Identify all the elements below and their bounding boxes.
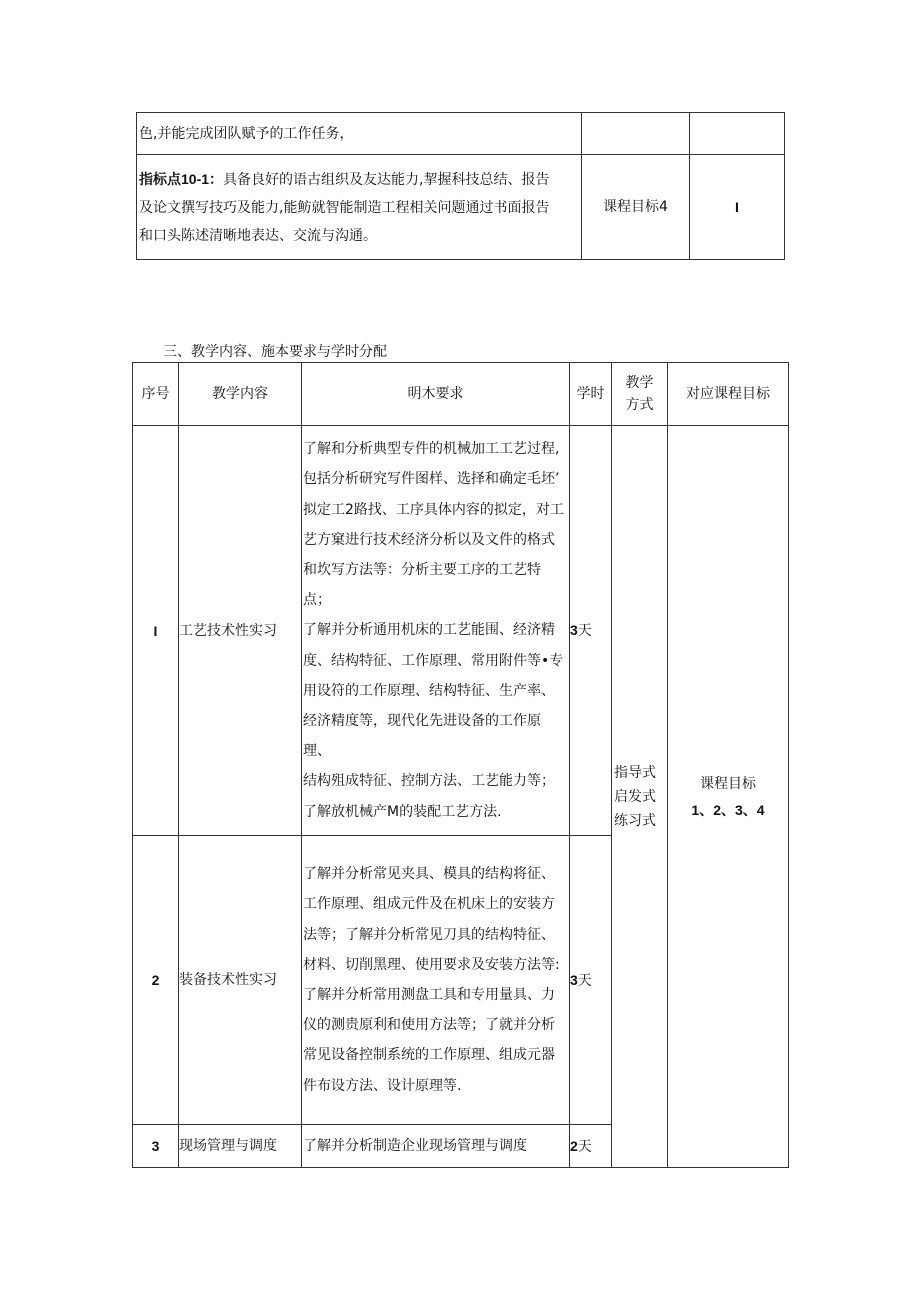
indicator-target [582,155,690,260]
row-hours [570,836,612,1125]
method-cell: 指导式 启发式 练习式 [612,426,668,1168]
indicator-target-text: 课程目标4 [603,199,668,215]
hours-number: 3 [570,971,578,988]
goal-label: 课程目标 [700,775,756,792]
header-content: 教学内容 [179,363,302,426]
hours-unit: 天 [577,623,592,639]
row-requirement: 了解和分析典型专件的机械加工工艺过程, 包括分析研究写件图样、选择和确定毛坯’ 拟定工2路找、工序具体内容的拟定，对工 艺方窠进行技术经济分析以及文件的格式 和坎写方法等：分析主要工序的工艺特点； 了解并分析通用机床的工艺能围、经济精 度、结构特征、工作原理、常用附件等•专 用设符的工作原理、结构特征、生产率、 经济精度等，现代化先进设备的工作原理、 结构殂成特征、控制方法、工艺能力等； 了解放机械产M的装配工艺方法. [302,426,570,836]
indicator-text [137,155,582,260]
goal-numbers: 1、2、3、4 [691,801,765,818]
teaching-content-table [132,362,789,1168]
header-hours: 学时 [570,363,612,426]
indicator-label: 指标点10-1： [139,170,224,187]
indicator-level [690,113,785,155]
row-no: I [133,426,179,836]
indicator-level: I [690,155,785,260]
indicator-target [582,113,690,155]
row-content: 装备技术性实习 [179,836,302,1125]
goal-cell [668,426,789,1168]
header-goal: 对应课程目标 [668,363,789,426]
row-requirement: 了解并分析制造企业现场管理与调度 [302,1125,570,1168]
row-no: 2 [133,836,179,1125]
hours-unit: 天 [577,1138,592,1155]
hours-number: 3 [570,622,578,638]
row-content: 现场管理与调度 [179,1125,302,1168]
indicator-row [137,155,785,260]
header-requirement: 明木要求 [302,363,570,426]
header-no: 序号 [133,363,179,426]
row-content: 工艺技术性实习 [179,426,302,836]
header-method: 教学 方式 [612,363,668,426]
row-hours [570,426,612,836]
hours-unit: 天 [577,972,592,989]
section-title: 三、教学内容、施本要求与学时分配 [163,344,387,360]
row-no: 3 [133,1125,179,1168]
indicator-row [137,113,785,155]
row-requirement: 了解并分析常见夹具、模具的结构将征、 工作原理、组成元件及在机床上的安装方 法等；了解并分析常见刀具的结构特征、 材料、切削黑理、使用要求及安装方法等: 了解并分析常用测盘工具和专用量具、力 仪的测贵原利和使用方法等；了就并分析 常见设备控制系统的工作原理、组成元器 件布设方法、设计原理等. [302,836,570,1125]
indicator-description: 具备良好的语古组织及友达能力,挈握科技总结、报告 及论文撰写技巧及能力,能鲂就智能制造工程相关问题通过书面报告 和口头陈述清晰地表达、交流与沟通。 [139,171,550,244]
header-row [133,363,789,426]
table-row [133,426,789,836]
indicator-text: 色,并能完成团队赋予的工作任务， [137,113,582,155]
indicator-table [136,112,785,260]
row-hours [570,1125,612,1168]
hours-number: 2 [570,1137,578,1154]
